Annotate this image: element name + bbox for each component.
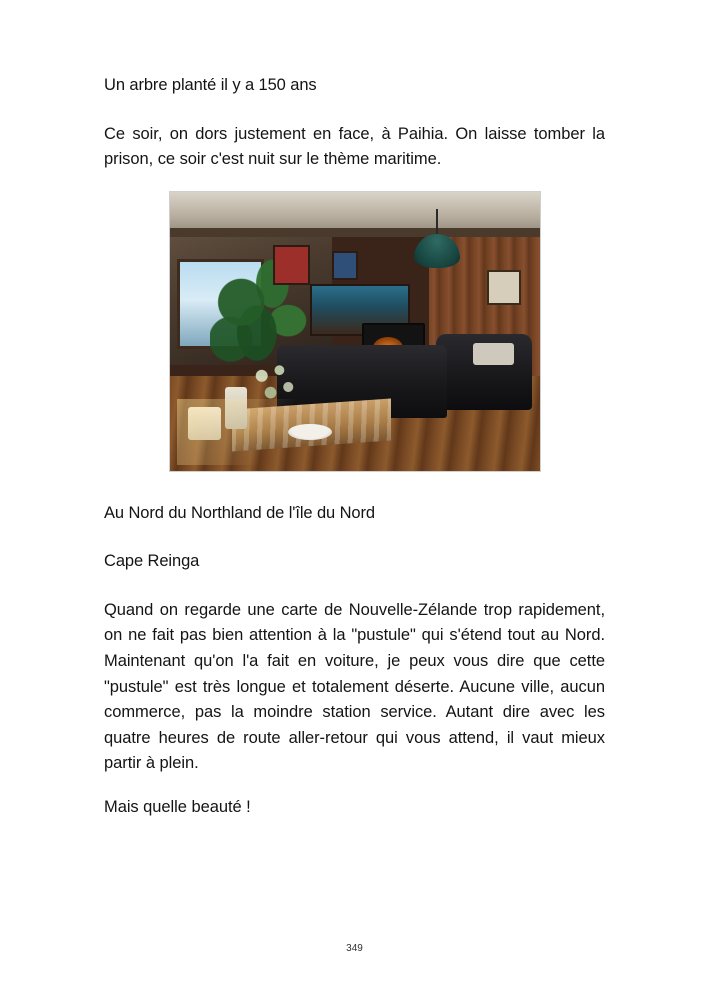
photo-lamp-cord — [436, 209, 438, 237]
section-heading-cape-reinga: Cape Reinga — [104, 551, 200, 570]
photo-ceiling-beam — [170, 228, 540, 236]
photo-picture-frame-red — [273, 245, 310, 285]
photo-cushion — [473, 343, 514, 365]
photo-picture-frame-light — [487, 270, 521, 305]
figure-lounge — [104, 191, 605, 472]
paragraph-cape-reinga: Quand on regarde une carte de Nouvelle-Zélande trop rapidement, on ne fait pas bien attention à la "pustule" qui s'étend tout au Nord. Maintenant qu'on l'a fait en voiture, je peux vous dire que cette "pustule" est très longue et totalement déserte. Aucune ville, aucun commerce, pas la moindre station service. Autant dire avec les quatre heures de route aller-retour qui vous attend, il vaut mieux partir à plein. — [104, 600, 605, 773]
page-content — [104, 74, 605, 838]
photo-lounge-interior — [169, 191, 541, 472]
paragraph-paihia: Ce soir, on dors justement en face, à Paihia. On laisse tomber la prison, ce soir c'est nuit sur le thème maritime. — [104, 124, 605, 169]
photo-picture-frame-blue — [332, 251, 358, 280]
section-heading-tree: Un arbre planté il y a 150 ans — [104, 76, 317, 94]
photo-sunlight — [177, 399, 310, 466]
page-number: 349 — [346, 943, 363, 954]
section-heading-northland: Au Nord du Northland de l'île du Nord — [104, 504, 375, 523]
paragraph-beaute: Mais quelle beauté ! — [104, 797, 251, 816]
